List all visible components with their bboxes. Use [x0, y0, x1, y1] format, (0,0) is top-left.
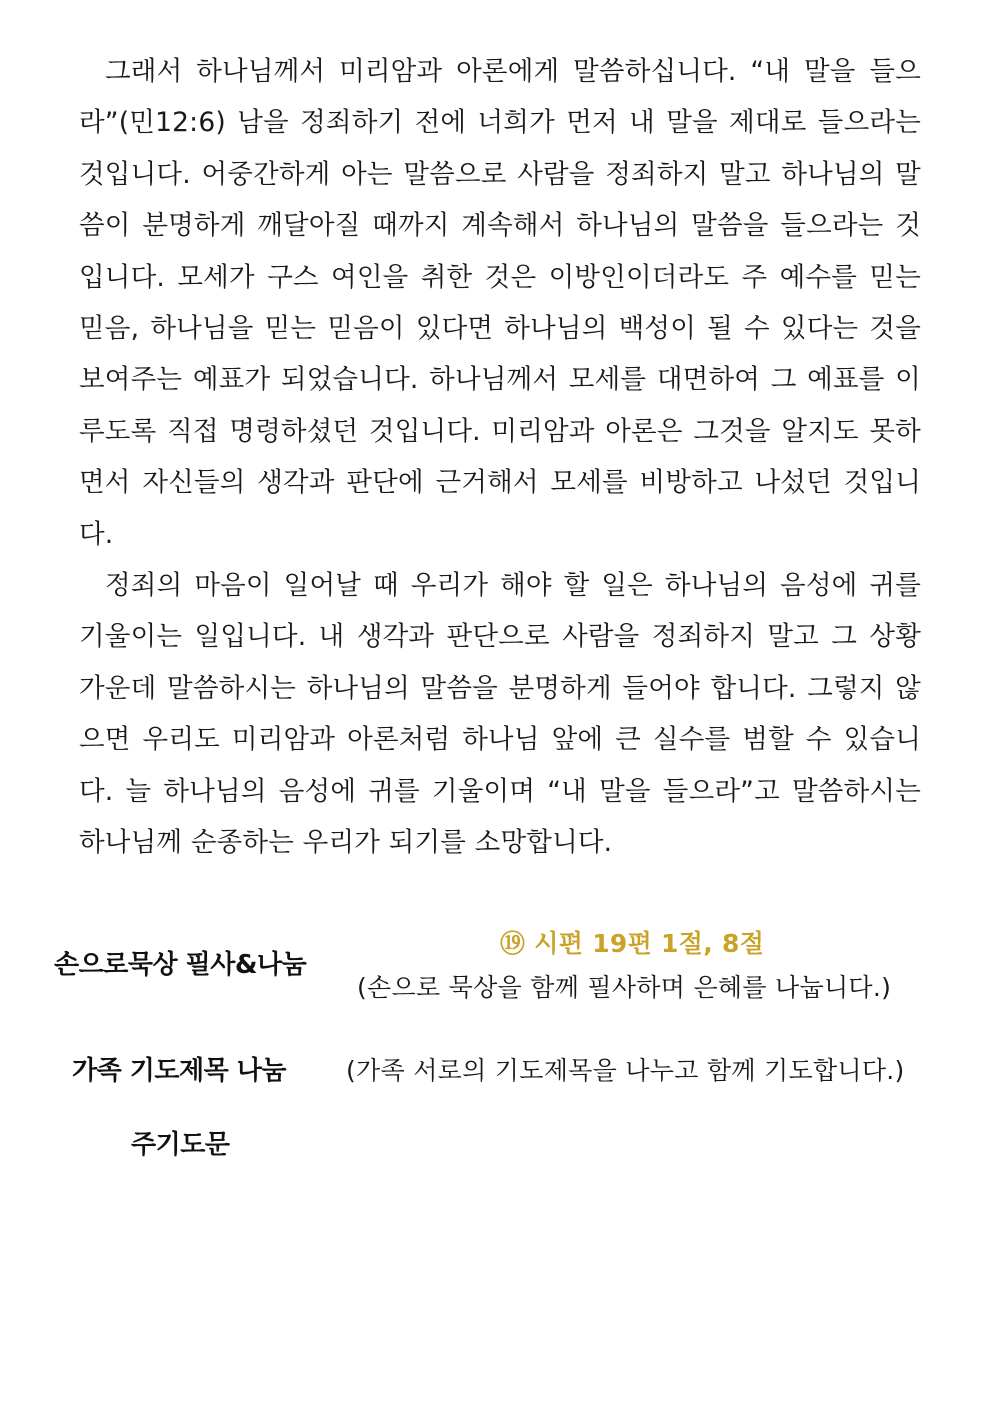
- paragraph-2: 정죄의 마음이 일어날 때 우리가 해야 할 일은 하나님의 음성에 귀를 기울이는 일입니다. 내 생각과 판단으로 사람을 정죄하지 말고 그 상황 가운데 말씀하시는 하나님의 말씀을 분명하게 들어야 합니다. 그렇지 않으면 우리도 미리암과 아론처럼 하나님 앞에 큰 실수를 범할 수 있습니다. 늘 하나님의 음성에 귀를 기울이며 “내 말을 들으라”고 말씀하시는 하나님께 순종하는 우리가 되기를 소망합니다.: [79, 570, 921, 859]
- devotional-body: [79, 46, 921, 869]
- meditation-label: 손으로묵상 필사&나눔: [54, 950, 307, 980]
- family-prayer-description: (가족 서로의 기도제목을 나누고 함께 기도합니다.): [346, 1056, 905, 1085]
- meditation-description: (손으로 묵상을 함께 필사하며 은혜를 나눕니다.): [357, 973, 892, 1002]
- paragraph-1: 그래서 하나님께서 미리암과 아론에게 말씀하십니다. “내 말을 들으라”(민12:6) 남을 정죄하기 전에 너희가 먼저 내 말을 제대로 들으라는 것입니다. 어중간하게 아는 말씀으로 사람을 정죄하지 말고 하나님의 말씀이 분명하게 깨달아질 때까지 계속해서 하나님의 말씀을 들으라는 것입니다. 모세가 구스 여인을 취한 것은 이방인이더라도 주 예수를 믿는 믿음, 하나님을 믿는 믿음이 있다면 하나님의 백성이 될 수 있다는 것을 보여주는 예표가 되었습니다. 하나님께서 모세를 대면하여 그 예표를 이루도록 직접 명령하셨던 것입니다. 미리암과 아론은 그것을 알지도 못하면서 자신들의 생각과 판단에 근거해서 모세를 비방하고 나섰던 것입니다.: [79, 56, 921, 550]
- verse-reference: ⑲ 시편 19편 1절, 8절: [500, 929, 765, 958]
- lords-prayer-label: 주기도문: [131, 1130, 230, 1160]
- family-prayer-label: 가족 기도제목 나눔: [72, 1056, 287, 1086]
